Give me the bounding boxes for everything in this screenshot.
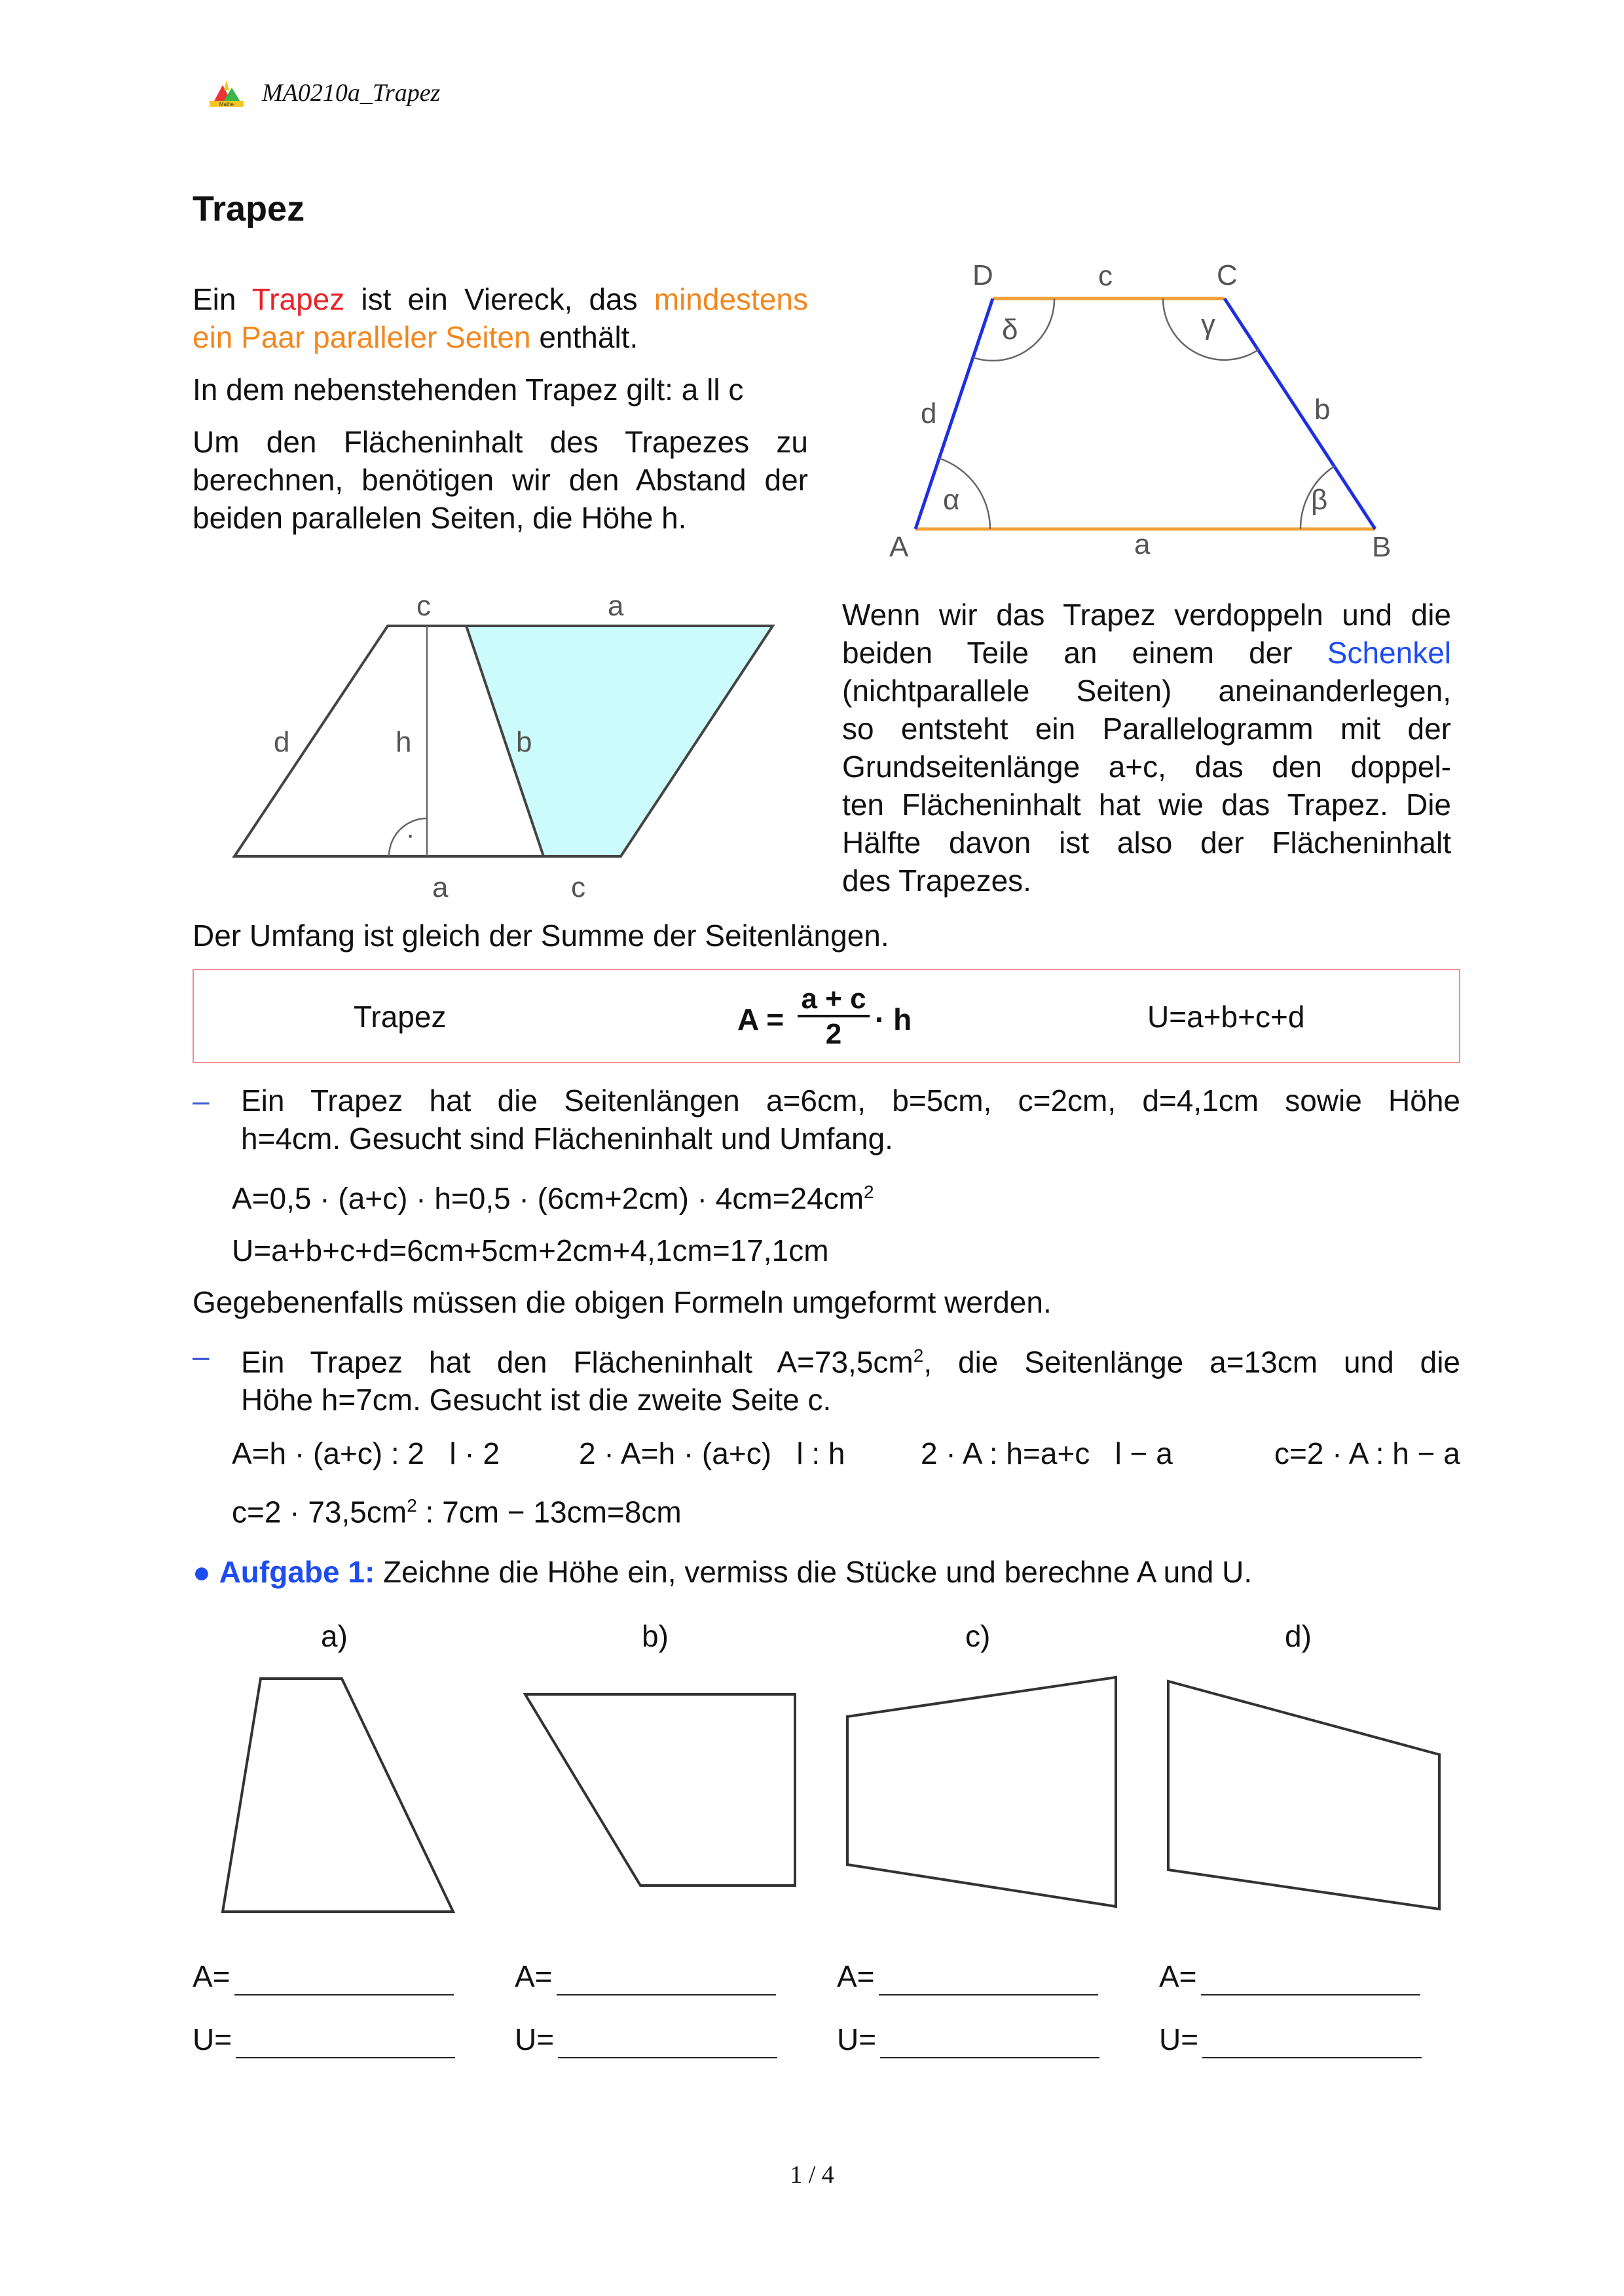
example-2-result: $c=2 \cdot 73,5cm^2$ : 7cm − 13cm=8cm (232, 1495, 682, 1529)
label-C: C (1217, 259, 1238, 291)
doubling-explanation: Wenn wir das Trapez verdoppeln und die beiden Teile an einem der Schenkel (nichtparallele Seiten) aneinanderlegen, so entsteht ein Parallelogramm mit der Grundseitenlänge a+c, das den doppel- ten Flächeninhalt hat wie das Trapez. Die Hälfte davon ist also der Flächeninhalt des Trapezes. (842, 598, 1451, 898)
height-text-3: beiden parallelen Seiten, die Höhe h. (193, 501, 687, 535)
label-c-top: c (416, 590, 431, 622)
page-title: Trapez (193, 189, 305, 228)
example-2-steps: A=h · (a+c) : 2 l · 2 2 · A=h · (a+c) l : h 2 · A : h=a+c l − a c=2 · A : h − a (232, 1436, 1460, 1471)
task-shapes (0, 1637, 1624, 1938)
area-formula: A = a + c 2 · h (737, 983, 912, 1050)
label-beta: β (1311, 484, 1328, 516)
answer-area-a[interactable]: A= (193, 1958, 454, 1995)
task-trapezoid-d (1168, 1681, 1439, 1909)
answer-perimeter-a[interactable]: U= (193, 2020, 455, 2058)
part-b-label: b) (642, 1619, 669, 1653)
answer-perimeter-d[interactable]: U= (1159, 2020, 1422, 2058)
answer-perimeter-b[interactable]: U= (515, 2020, 777, 2058)
intro-line-2: ein Paar paralleler Seiten enthält. (193, 320, 638, 354)
example-2: – Ein Trapez hat den Flächeninhalt $A=73,5cm^2$, die Seitenlänge a=13cm und die Höhe h=7cm. Gesucht ist die zweite Seite c. A=h · (a+c) : 2 l · 2 2 · A=h · (a+c) l : h 2 · A : h=a+c l − a c=2 · A : h − a $c=2 \cdot 73,5cm^2$ : 7cm − 13cm=8cm (193, 1337, 1460, 1531)
example-1-area-calc: $A=0,5 \cdot (a+c) \cdot h=0,5 \cdot (6cm+2cm) \cdot 4cm=24cm^2$ (232, 1181, 874, 1216)
doc-id: MA0210a_Trapez (262, 79, 441, 107)
formula-box (193, 969, 1460, 1063)
page-number: 1 / 4 (790, 2161, 834, 2189)
label-h: h (396, 726, 412, 758)
label-side-d: d (921, 397, 937, 429)
formula-name: Trapez (354, 1000, 447, 1034)
side-b (1225, 299, 1375, 529)
label-side-c: c (1098, 260, 1113, 292)
label-b: b (516, 726, 532, 758)
parallel-statement: In dem nebenstehenden Trapez gilt: a ll c (193, 373, 744, 407)
part-c-label: c) (965, 1619, 991, 1653)
label-d: d (274, 726, 290, 758)
label-D: D (972, 259, 993, 291)
task-trapezoid-c (847, 1677, 1116, 1906)
perimeter-formula: U=a+b+c+d (1147, 1000, 1305, 1034)
label-a-bottom: a (432, 871, 449, 903)
perimeter-sentence: Der Umfang ist gleich der Summe der Seitenlängen. (193, 919, 889, 953)
label-alpha: α (943, 484, 960, 516)
example-1-perimeter-calc: U=a+b+c+d=6cm+5cm+2cm+4,1cm=17,1cm (232, 1233, 829, 1268)
answer-area-d[interactable]: A= (1159, 1958, 1420, 1995)
intro-line-1: Ein Trapez ist ein Viereck, das mindestens (193, 282, 808, 316)
label-side-b: b (1314, 393, 1331, 426)
part-d-label: d) (1285, 1619, 1312, 1653)
label-B: B (1372, 531, 1392, 563)
task-trapezoid-b (525, 1694, 795, 1886)
example-1: – Ein Trapez hat die Seitenlängen a=6cm, b=5cm, c=2cm, d=4,1cm sowie Höhe h=4cm. Gesucht sind Flächeninhalt und Umfang. $A=0,5 \cdot (a+c) \cdot h=0,5 \cdot (6cm+2cm) \cdot 4cm=24cm^2$ U=a+b+c+d=6cm+5cm+2cm+4,1cm=17,1cm (193, 1082, 1460, 1269)
label-c-bottom: c (571, 871, 585, 903)
task-1: ● Aufgabe 1: Zeichne die Höhe ein, vermiss die Stücke und berechne A und U. (193, 1555, 1253, 1589)
label-A: A (889, 531, 909, 563)
svg-text:Mathe: Mathe (219, 101, 234, 107)
second-trapezoid-fill (466, 626, 773, 856)
label-side-a: a (1134, 528, 1151, 560)
right-angle-dot: · (406, 820, 415, 849)
answer-area-c[interactable]: A= (837, 1958, 1098, 1995)
intro-block (193, 280, 808, 537)
logo-icon (207, 77, 246, 110)
part-a-label: a) (321, 1619, 348, 1653)
task-trapezoid-a (223, 1679, 453, 1912)
rearrange-sentence: Gegebenenfalls müssen die obigen Formeln umgeformt werden. (193, 1285, 1052, 1319)
answer-perimeter-c[interactable]: U= (837, 2020, 1099, 2058)
height-text-1: Um den Flächeninhalt des Trapezes zu (193, 425, 808, 459)
parallelogram-figure (223, 576, 799, 903)
label-a-top: a (608, 590, 624, 622)
trapezoid-figure (877, 249, 1414, 576)
label-gamma: γ (1201, 308, 1215, 340)
height-text-2: berechnen, benötigen wir den Abstand der (193, 463, 808, 497)
answer-area-b[interactable]: A= (515, 1958, 776, 1995)
label-delta: δ (1002, 314, 1018, 346)
